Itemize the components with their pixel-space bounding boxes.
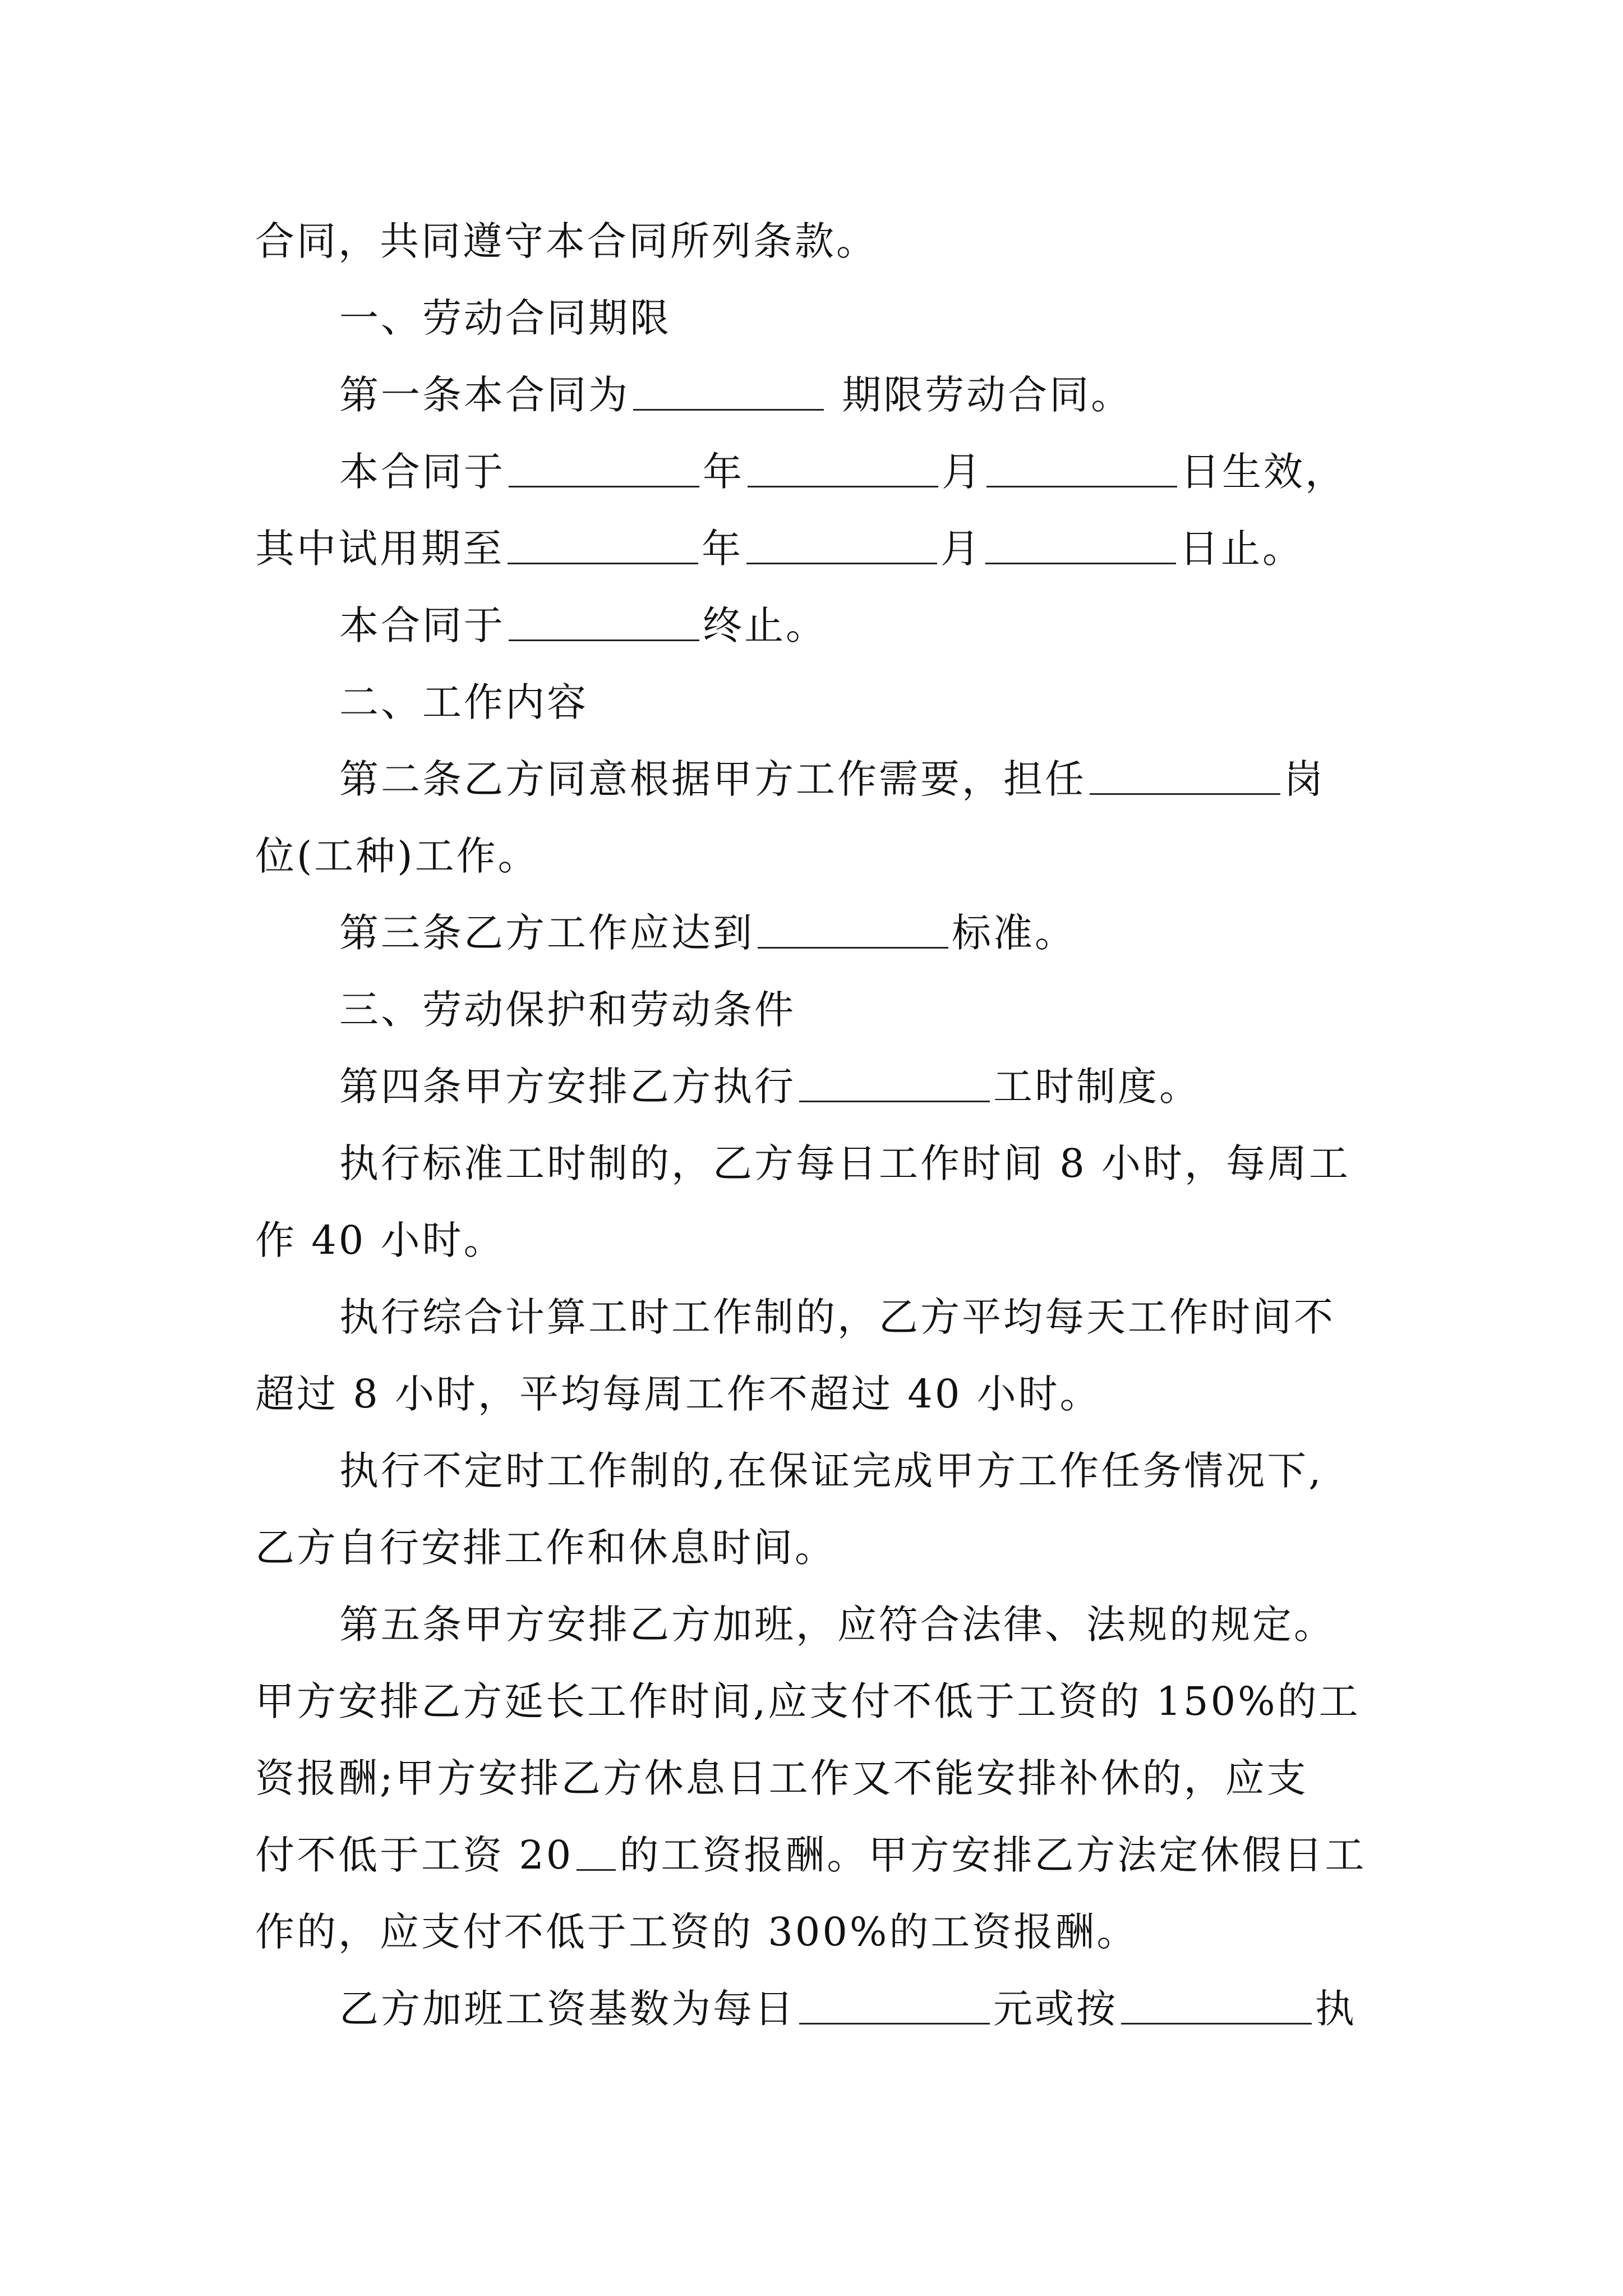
paragraph-line [255,1048,1394,1125]
text-segment: 期限劳动合同。 [827,372,1133,418]
text-segment: 第二条乙方同意根据甲方工作需要，担任 [339,756,1086,802]
text-segment: 第三条乙方工作应达到 [339,910,754,956]
text-segment: 其中试用期至 [255,526,504,572]
text-segment: 月 [940,526,982,572]
paragraph-line [255,510,1394,587]
paragraph-line [255,1586,1394,1663]
paragraph-line [255,1894,1394,1971]
paragraph-line [255,1433,1394,1510]
text-segment: 本合同于 [339,602,505,648]
text-segment: 作 40 小时。 [255,1217,505,1263]
fill-in-blank[interactable] [799,1984,990,2024]
text-segment: 超过 8 小时，平均每周工作不超过 40 小时。 [255,1371,1101,1417]
fill-in-blank[interactable] [758,908,948,949]
text-segment: 日生效， [1181,449,1347,495]
text-segment: 付不低于工资 20 [255,1832,574,1878]
text-segment: 本合同于 [339,449,505,495]
paragraph-line [255,1510,1394,1586]
text-segment: 合同，共同遵守本合同所列条款。 [255,218,878,264]
text-segment: 三、劳动保护和劳动条件 [339,987,796,1033]
text-segment: 岗 [1284,756,1325,802]
paragraph-line [255,1356,1394,1433]
text-segment: 标准。 [952,910,1076,956]
text-segment: 执行标准工时制的，乙方每日工作时间 8 小时，每周工 [339,1140,1351,1186]
paragraph-line [255,1663,1394,1740]
fill-in-blank[interactable] [1090,754,1280,795]
paragraph-line [255,1817,1394,1894]
fill-in-blank[interactable] [748,447,938,487]
text-segment: 资报酬;甲方安排乙方休息日工作又不能安排补休的，应支 [255,1755,1308,1801]
fill-in-blank[interactable] [746,523,937,564]
section-heading [255,664,1394,741]
section-heading [255,280,1394,357]
fill-in-blank[interactable] [986,447,1177,487]
text-segment: 二、工作内容 [339,679,588,725]
fill-in-blank[interactable] [633,370,824,411]
section-heading [255,972,1394,1048]
text-segment: 第五条甲方安排乙方加班，应符合法律、法规的规定。 [339,1602,1335,1648]
text-segment: 第一条本合同为 [339,372,630,418]
text-segment: 甲方安排乙方延长工作时间,应支付不低于工资的 150%的工 [255,1678,1361,1724]
text-segment: 执行不定时工作制的,在保证完成甲方工作任务情况下, [339,1448,1324,1494]
paragraph-line [255,1279,1394,1356]
paragraph-line [255,587,1394,664]
paragraph-line [255,357,1394,434]
text-segment: 位(工种)工作。 [255,833,540,879]
fill-in-blank[interactable] [509,600,699,641]
text-segment: 一、劳动合同期限 [339,295,671,341]
paragraph-line [255,741,1394,818]
text-segment: 第四条甲方安排乙方执行 [339,1064,796,1110]
fill-in-blank[interactable] [985,523,1176,564]
text-segment: 执 [1315,1986,1357,2032]
paragraph-line [255,1971,1394,2047]
paragraph-line [255,818,1394,895]
fill-in-blank[interactable] [509,447,699,487]
text-segment: 年 [702,526,743,572]
paragraph-line [255,1740,1394,1817]
fill-in-blank[interactable] [508,523,698,564]
text-segment: 月 [942,449,983,495]
fill-in-blank[interactable] [577,1830,616,1871]
text-segment: 年 [703,449,744,495]
text-segment: 乙方加班工资基数为每日 [339,1986,796,2032]
paragraph-line [255,895,1394,972]
text-segment: 的工资报酬。甲方安排乙方法定休假日工 [619,1832,1367,1878]
paragraph-line [255,203,1394,280]
text-segment: 执行综合计算工时工作制的，乙方平均每天工作时间不 [339,1294,1335,1340]
text-segment: 乙方自行安排工作和休息时间。 [255,1525,836,1571]
paragraph-line [255,1125,1394,1202]
document-body [255,203,1394,2047]
fill-in-blank[interactable] [1121,1984,1312,2024]
text-segment: 元或按 [993,1986,1118,2032]
text-segment: 日止。 [1179,526,1304,572]
fill-in-blank[interactable] [799,1061,990,1102]
text-segment: 终止。 [703,602,827,648]
paragraph-line [255,1202,1394,1279]
text-segment: 作的，应支付不低于工资的 300%的工资报酬。 [255,1909,1138,1955]
text-segment: 工时制度。 [993,1064,1201,1110]
paragraph-line [255,434,1394,510]
